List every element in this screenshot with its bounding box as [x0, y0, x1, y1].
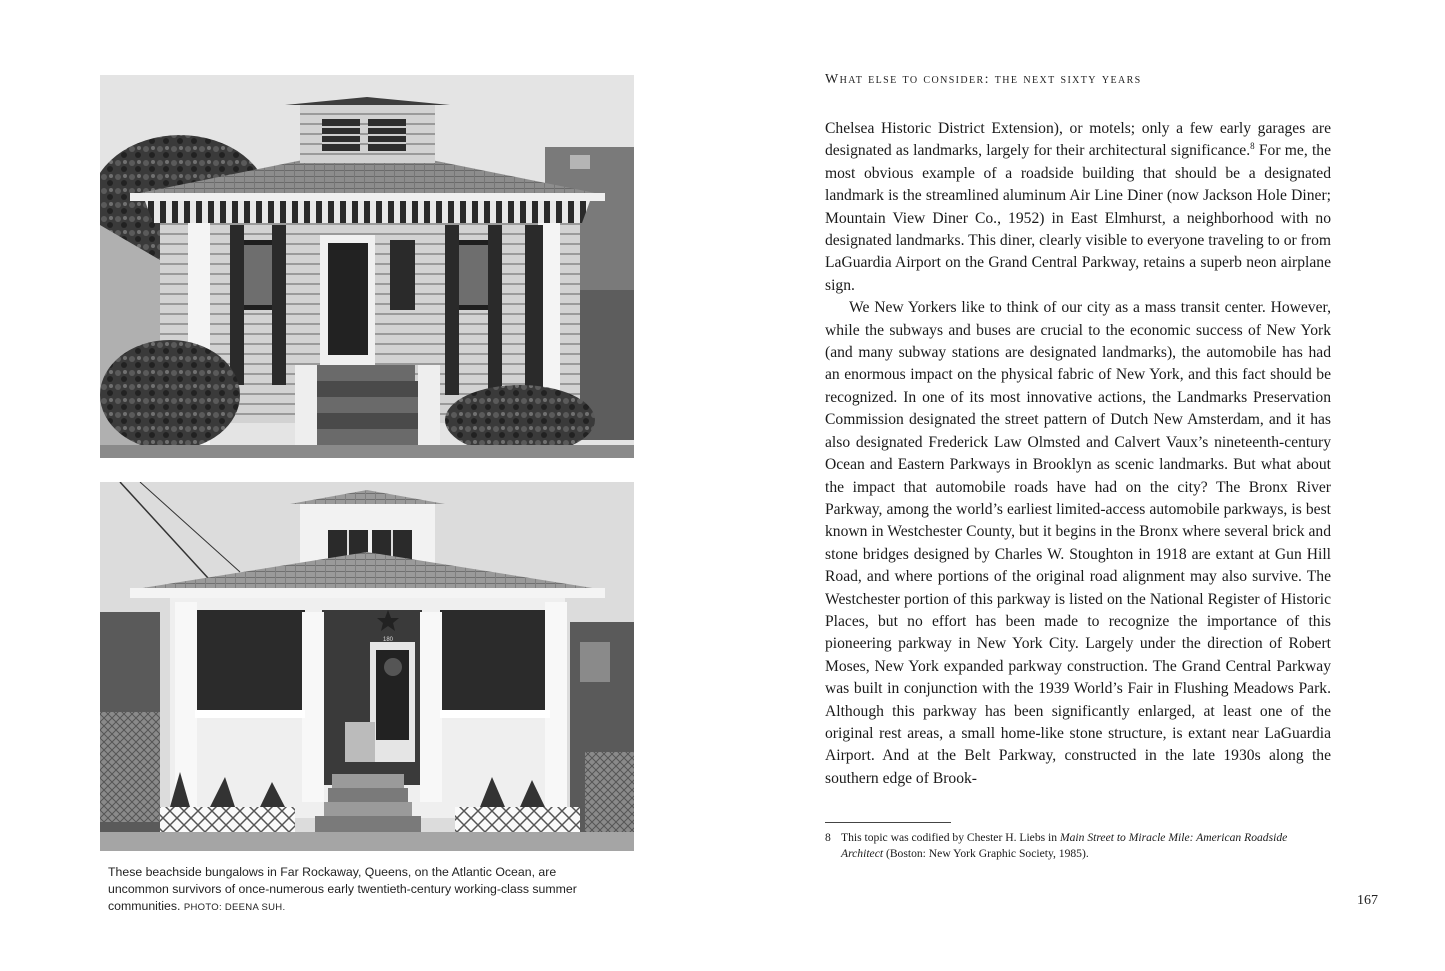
footnote-book-title: Main Street to Miracle Mile: American Roadside Architect	[841, 831, 1288, 860]
bungalow-porch-image	[100, 482, 634, 851]
bungalow-awning-image	[100, 75, 634, 458]
page-number: 167	[1357, 893, 1378, 908]
paragraph-2: We New Yorkers like to think of our city as a mass transit center. However, while the subways and buses are crucial to the economic success of New York (and many subway stations are designated landmarks), the automobile has had an enormous impact on the physical fabric of New York, and this fact should be recognized. In one of its most innovative actions, the Landmarks Preservation Commission designated the street pattern of Dutch New Amsterdam, and it has also designated Frederick Law Olmsted and Calvert Vaux’s nineteenth-century Ocean and Eastern Parkways in Brooklyn as scenic landmarks. But what about the impact that automobile roads have had on the city? The Bronx River Parkway, among the world’s earliest limited-access automobile parkways, is best known in Westchester County, but it begins in the Bronx where several brick and stone bridges designed by Charles W. Stoughton in 1918 are extant at Gun Hill Road, and where portions of the original road alignment may also survive. The Westchester portion of this parkway is listed on the National Register of Historic Places, but no effort has been made to recognize the importance of this pioneering parkway in New York City. Largely under the direction of Robert Moses, New York expanded parkway construction. The Grand Central Parkway was built in conjunction with the 1939 World’s Fair in Flushing Meadows Park. Although this parkway has been significantly enlarged, at least one of the original rest areas, a small home-like stone structure, is extant near LaGuardia Airport. And at the Belt Parkway, constructed in the late 1930s along the southern edge of Brook-	[825, 299, 1331, 787]
body-text	[825, 118, 1331, 790]
house-number: 180	[383, 637, 394, 643]
footnote-text-b: (Boston: New York Graphic Society, 1985).	[883, 847, 1089, 860]
footnote-reference: 8	[1250, 141, 1255, 152]
footnote-rule	[825, 822, 951, 823]
photo-bungalow-porch	[100, 482, 634, 851]
paragraph-1-part-a: Chelsea Historic District Extension), or motels; only a few early garages are designated as landmarks, largely for their architectural significance.	[825, 120, 1331, 160]
paragraph-1-part-b: For me, the most obvious example of a roadside building that should be a designated landmark is the streamlined aluminum Air Line Diner (now Jackson Hole Diner; Mountain View Diner Co., 1952) in East Elmhurst, a neighborhood with no designated landmarks. This diner, clearly visible to everyone traveling to or from LaGuardia Airport on the Grand Central Parkway, retains a superb neon airplane sign.	[825, 142, 1331, 294]
running-head: What else to consider: the next sixty years	[825, 72, 1142, 87]
caption-text: These beachside bungalows in Far Rockaway, Queens, on the Atlantic Ocean, are uncommon survivors of once-numerous early twentieth-century working-class summer communities.	[108, 865, 577, 913]
footnote-number: 8	[825, 831, 831, 844]
footnote	[825, 830, 1331, 862]
photo-credit: PHOTO: DEENA SUH.	[183, 902, 286, 913]
footnote-text-a: This topic was codified by Chester H. Liebs in	[841, 831, 1060, 844]
photo-caption	[108, 864, 588, 916]
photo-bungalow-awning	[100, 75, 634, 458]
paragraph-1	[825, 118, 1331, 297]
